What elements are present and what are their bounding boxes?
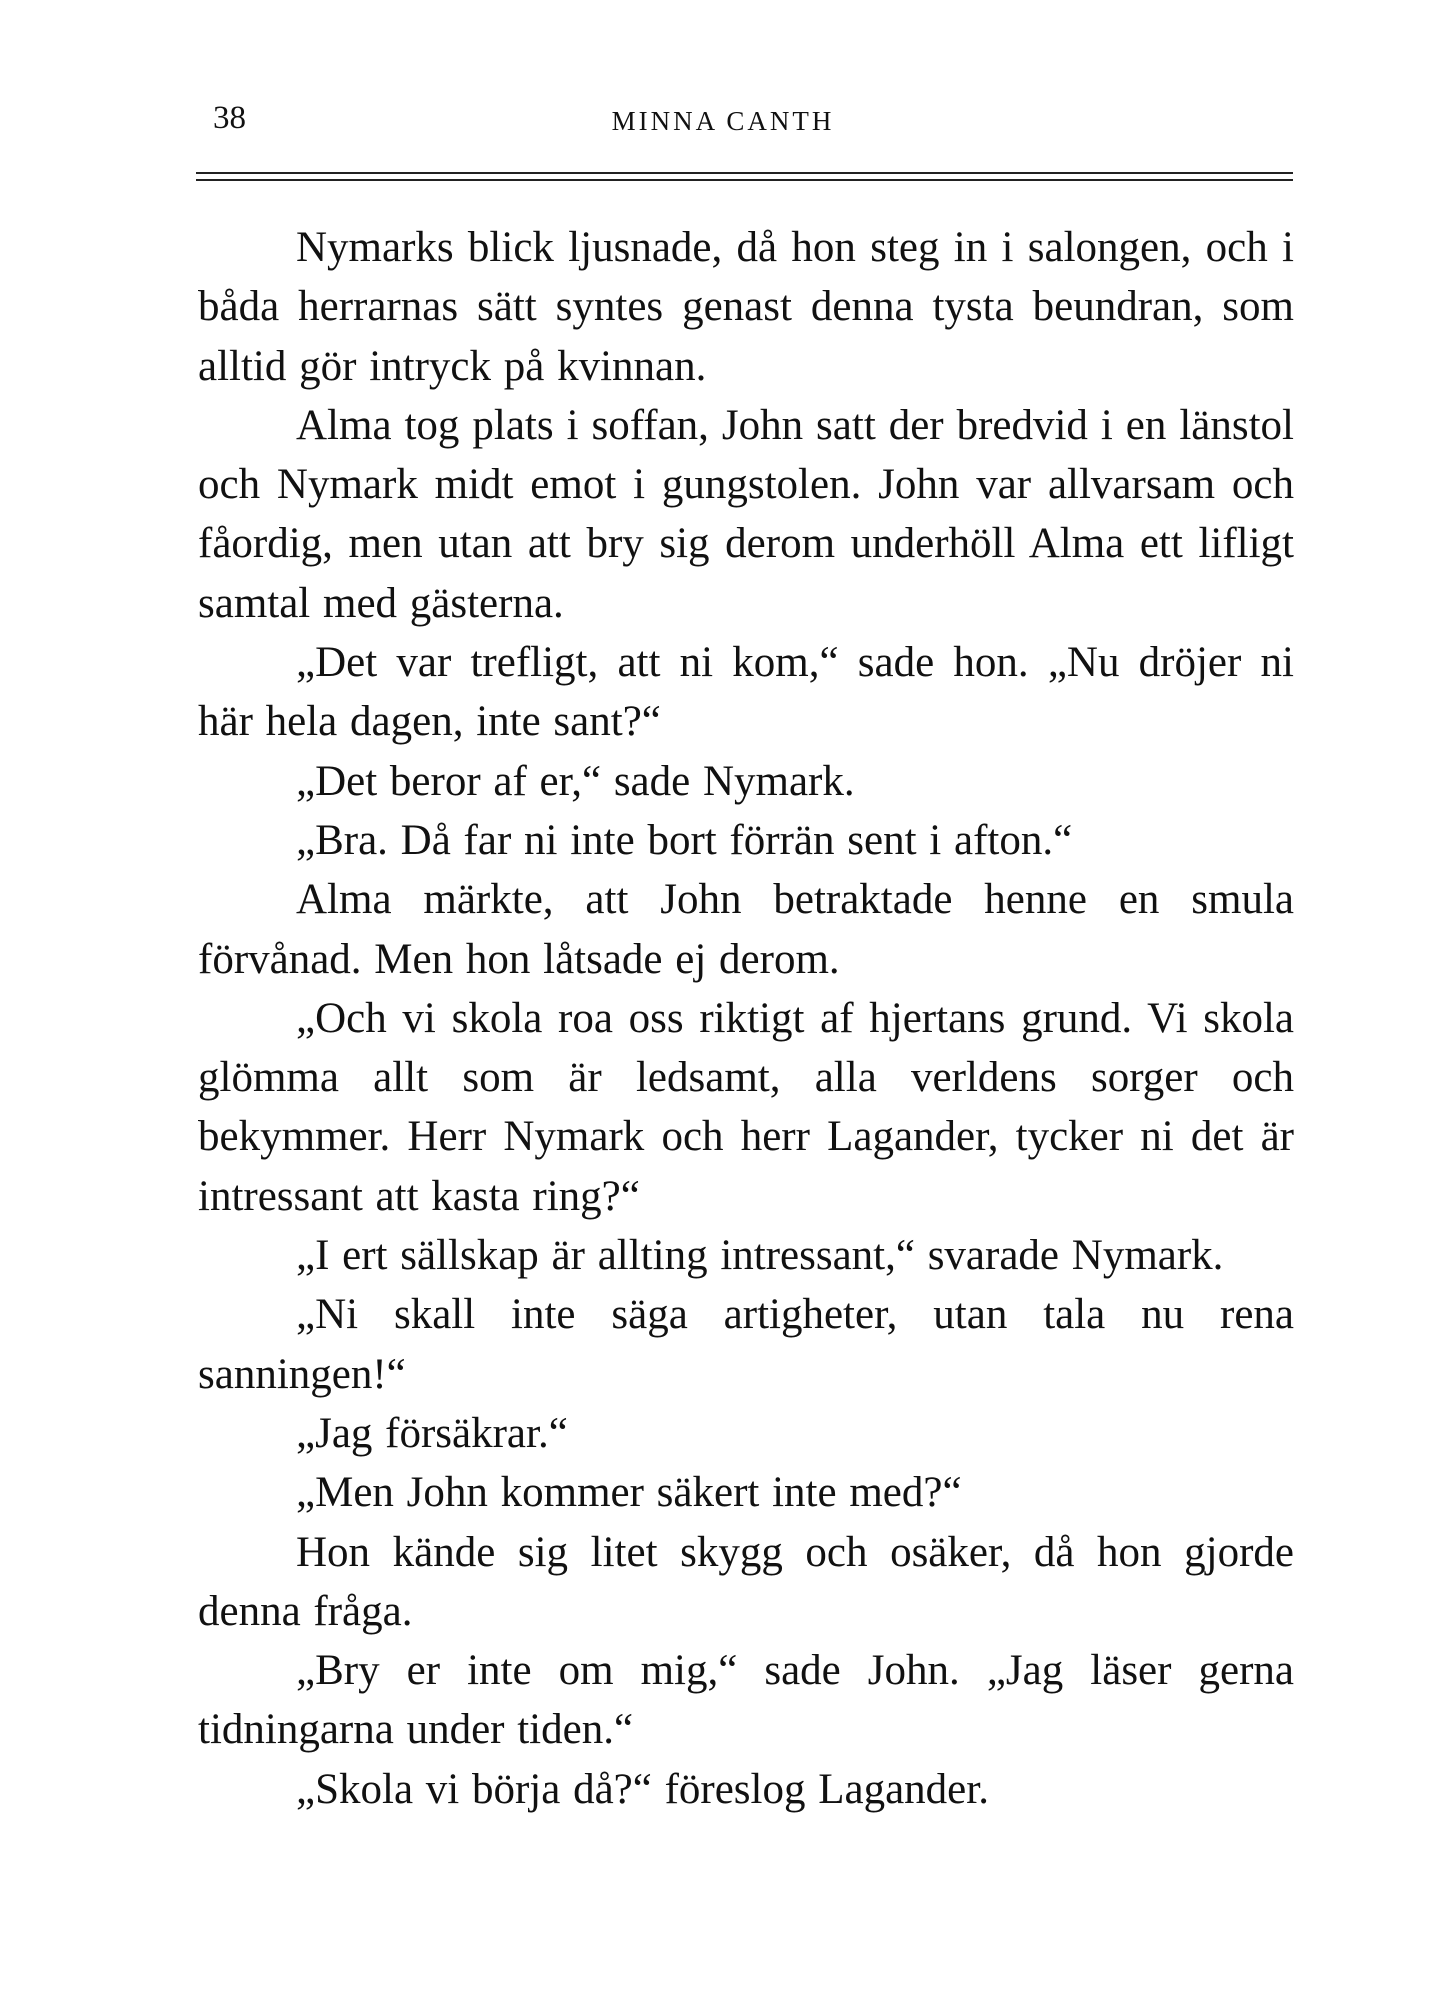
body-text — [198, 218, 1294, 1819]
paragraph: „Men John kommer säkert inte med?“ — [296, 1469, 962, 1517]
paragraph: „Det beror af er,“ sade Nymark. — [296, 757, 855, 805]
running-head: MINNA CANTH — [611, 106, 835, 136]
header-rule — [196, 172, 1293, 174]
paragraph: „Det var trefligt, att ni kom,“ sade hon. „Nu dröjer ni här hela dagen, inte sant?“ — [198, 639, 1294, 746]
paragraph: „I ert sällskap är allting intressant,“ svarade Nymark. — [296, 1232, 1224, 1280]
paragraph: „Ni skall inte säga artigheter, utan tala nu rena sanningen!“ — [198, 1291, 1294, 1398]
paragraph: Alma tog plats i soffan, John satt der bredvid i en länstol och Nymark midt emot i gungstolen. John var allvarsam och fåordig, men utan att bry sig derom underhöll Alma ett lifligt samtal med gästerna. — [198, 401, 1294, 627]
paragraph: „Bry er inte om mig,“ sade John. „Jag läser gerna tidningarna under tiden.“ — [198, 1647, 1294, 1754]
paragraph: „Bra. Då far ni inte bort förrän sent i afton.“ — [296, 816, 1073, 864]
paragraph: „Och vi skola roa oss riktigt af hjertans grund. Vi skola glömma allt som är ledsamt, alla verldens sorger och bekymmer. Herr Nymark och herr Lagander, tycker ni det är intressant att kasta ring?“ — [198, 994, 1294, 1220]
paragraph: Alma märkte, att John betraktade henne en smula förvånad. Men hon låtsade ej derom. — [198, 876, 1294, 983]
paragraph: Nymarks blick ljusnade, då hon steg in i salongen, och i båda herrarnas sätt syntes genast denna tysta beundran, som alltid gör intryck på kvinnan. — [198, 224, 1294, 390]
paragraph: „Skola vi börja då?“ föreslog Lagander. — [296, 1765, 989, 1813]
paragraph: „Jag försäkrar.“ — [296, 1409, 568, 1457]
header-rule-thin — [196, 179, 1293, 181]
paragraph: Hon kände sig litet skygg och osäker, då hon gjorde denna fråga. — [198, 1528, 1294, 1635]
page-number: 38 — [213, 100, 246, 136]
